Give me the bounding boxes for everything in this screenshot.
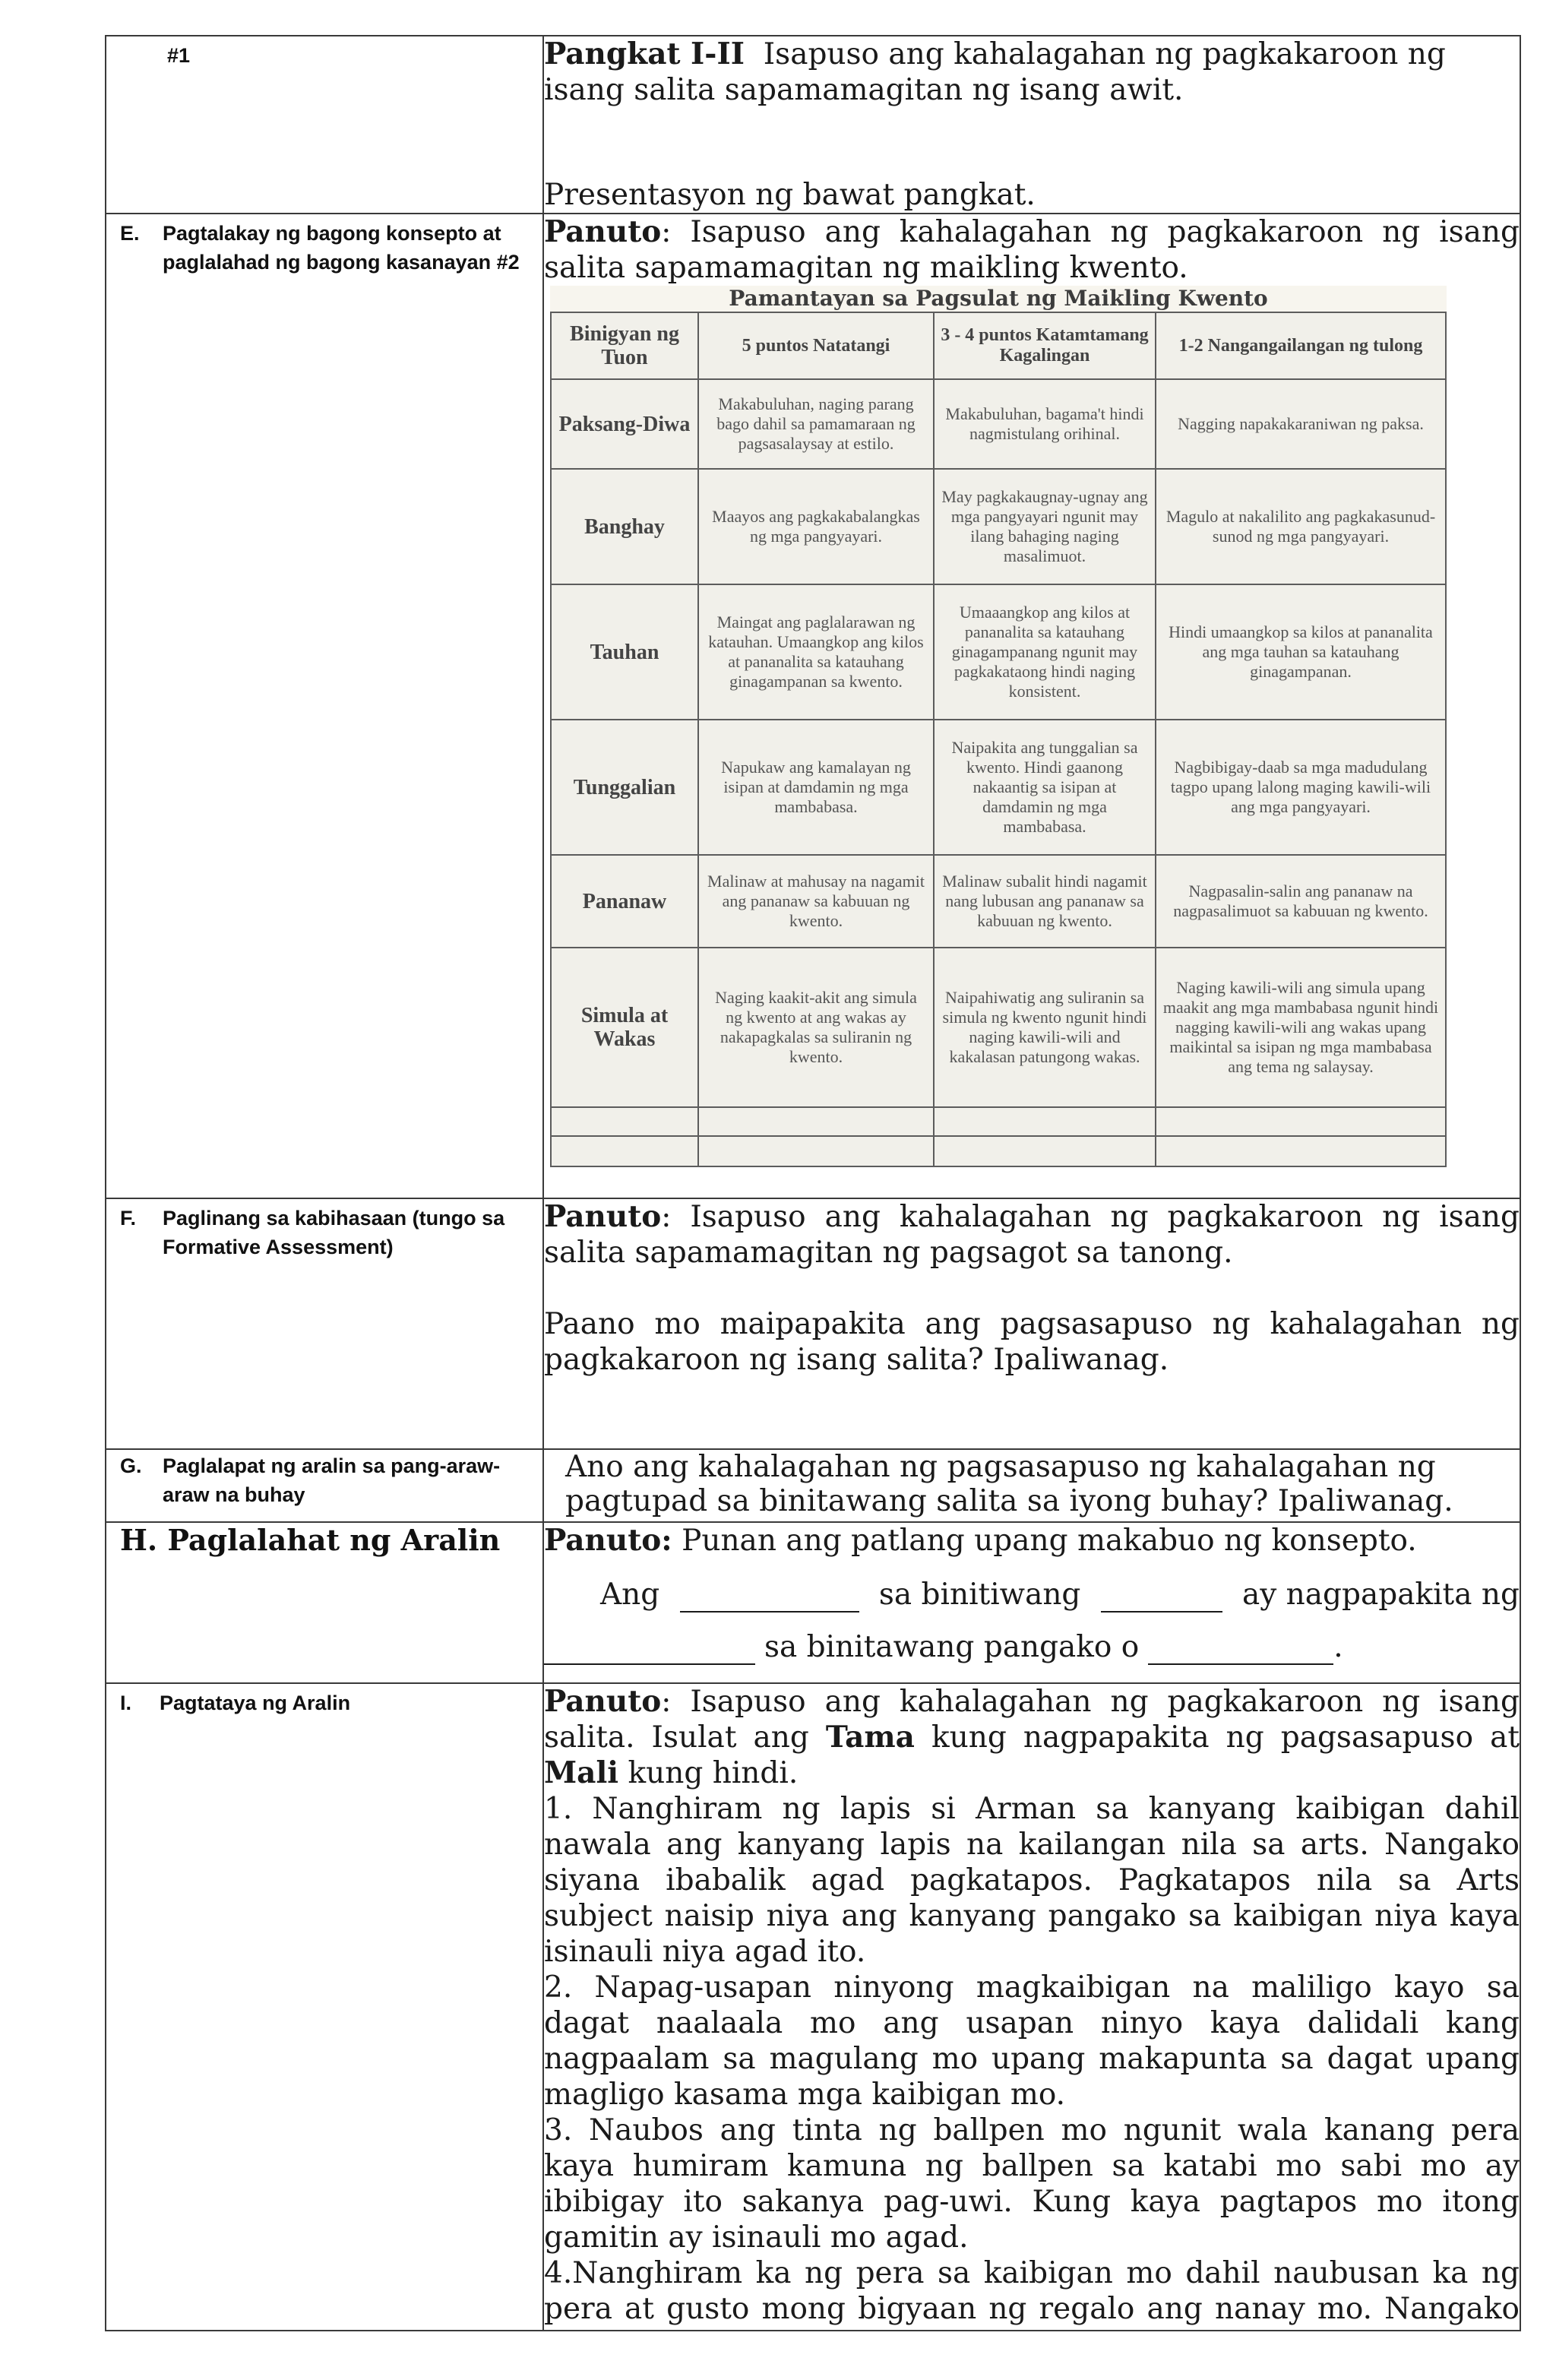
- activity-text: Isapuso ang kahalagahan ng pagkakaroon ng isang salita sapamamagitan ng isang awit.: [544, 37, 1446, 107]
- rubric-header: Binigyan ng Tuon: [551, 312, 698, 379]
- content-cell: [543, 36, 1520, 214]
- row-label: Paglalapat ng aralin sa pang-araw-araw na buhay: [163, 1454, 501, 1506]
- rubric-cell: Napukaw ang kamalayan ng isipan at damdamin ng mga mambabasa.: [698, 720, 934, 855]
- row-letter: I.: [120, 1692, 132, 1714]
- rubric-cell: Makabuluhan, bagama't hindi nagmistulang orihinal.: [934, 379, 1156, 469]
- panuto-label: Panuto: [544, 214, 662, 249]
- row-g: [106, 1449, 1520, 1522]
- label-cell: [106, 1198, 543, 1449]
- instruction-text: : Isapuso ang kahalagahan ng pagkakaroon ng isang salita sapamamagitan ng pagsagot sa tanong.: [544, 1200, 1520, 1270]
- content-cell: [543, 1449, 1520, 1522]
- rubric-row: [551, 855, 1446, 948]
- instruction-text: kung nagpapakita ng pagsasapuso at: [914, 1720, 1520, 1755]
- rubric-table: [550, 312, 1447, 1167]
- row-h: [106, 1522, 1520, 1683]
- rubric-cell: Hindi umaangkop sa kilos at pananalita ang mga tauhan sa katauhang ginagampanan.: [1156, 584, 1446, 720]
- content-cell: [543, 1683, 1520, 2331]
- blank-field[interactable]: [1148, 1636, 1333, 1665]
- row-letter: F.: [120, 1207, 137, 1230]
- instruction-text: : Isapuso ang kahalagahan ng pagkakaroon ng isang salita. Isulat ang: [544, 1685, 1520, 1755]
- row-f: [106, 1198, 1520, 1449]
- content-cell: [543, 1522, 1520, 1683]
- assessment-instructions: [544, 1684, 1520, 1791]
- rubric-cell: Malinaw at mahusay na nagamit ang pananaw sa kabuuan ng kwento.: [698, 855, 934, 948]
- group-title: Pangkat I-II: [544, 36, 745, 71]
- rubric-empty-row: [551, 1107, 1446, 1136]
- rubric-cell: May pagkakaugnay-ugnay ang mga pangyayari ngunit may ilang bahaging naging masalimuot.: [934, 469, 1156, 584]
- rubric-criterion: Tunggalian: [551, 720, 698, 855]
- rubric-empty-row: [551, 1136, 1446, 1166]
- row-label: H. Paglalahat ng Aralin: [120, 1523, 501, 1557]
- mali-label: Mali: [544, 1755, 619, 1790]
- rubric-cell: Naging kawili-wili ang simula upang maakit ang mga mambabasa ngunit hindi nagging kawili-wili ang wakas upang maikintal sa isipan ng mga mambabasa ang tema ng salaysay.: [1156, 948, 1446, 1107]
- row-label: Pagtataya ng Aralin: [160, 1692, 351, 1714]
- rubric-criterion: Simula at Wakas: [551, 948, 698, 1107]
- row-i: [106, 1683, 1520, 2331]
- row-letter: G.: [120, 1454, 142, 1477]
- lesson-plan-table: [105, 35, 1521, 2331]
- row-label: Paglinang sa kabihasaan (tungo sa Formative Assessment): [163, 1207, 505, 1258]
- row-e: [106, 214, 1520, 1198]
- label-cell: [106, 1522, 543, 1683]
- rubric-cell: Naipahiwatig ang suliranin sa simula ng kwento ngunit hindi naging kawili-wili and kakalasan patungong wakas.: [934, 948, 1156, 1107]
- rubric-row: [551, 948, 1446, 1107]
- rubric-cell: Magulo at nakalilito ang pagkakasunud-sunod ng mga pangyayari.: [1156, 469, 1446, 584]
- rubric-cell: Maayos ang pagkakabalangkas ng mga pangyayari.: [698, 469, 934, 584]
- fill-in-line-1: [544, 1577, 1520, 1613]
- blank-field[interactable]: [544, 1636, 755, 1665]
- assessment-item: 1. Nanghiram ng lapis si Arman sa kanyang kaibigan dahil nawala ang kanyang lapis na kailangan nila sa arts. Nangako siyana ibabalik agad pagkatapos. Pagkatapos nila sa Arts subject naisip niya ang kanyang pangako sa kaibigan niya kaya isinauli niya agad ito.: [544, 1792, 1520, 1969]
- label-cell: [106, 36, 543, 214]
- blank-field[interactable]: [680, 1584, 859, 1613]
- rubric-cell: Makabuluhan, naging parang bago dahil sa pamamaraan ng pagsasalaysay at estilo.: [698, 379, 934, 469]
- row-pangkat: [106, 36, 1520, 214]
- assessment-item: 4.Nanghiram ka ng pera sa kaibigan mo dahil naubusan ka ng pera at gusto mong bigyaan ng regalo ang nanay mo. Nangako: [544, 2256, 1520, 2326]
- rubric-row: [551, 379, 1446, 469]
- fill-text: sa binitiwang: [878, 1578, 1081, 1612]
- assessment-item: 2. Napag-usapan ninyong magkaibigan na maliligo kayo sa dagat naalaala mo ang usapan ninyo kaya dalidali kang nagpaalam sa magulang mo upang makapunta sa dagat upang magligo kasama mga kaibigan mo.: [544, 1970, 1520, 2112]
- content-cell: [543, 1198, 1520, 1449]
- rubric-criterion: Pananaw: [551, 855, 698, 948]
- question-text: Paano mo maipapakita ang pagsasapuso ng kahalagahan ng pagkakaroon ng isang salita? Ipaliwanag.: [544, 1307, 1520, 1377]
- fill-text: sa binitawang pangako o: [764, 1630, 1140, 1664]
- row-label: Pagtalakay ng bagong konsepto at paglalahad ng bagong kasanayan #2: [163, 222, 520, 274]
- rubric-title: Pamantayan sa Pagsulat ng Maikling Kwento: [550, 286, 1447, 312]
- label-cell: [106, 1683, 543, 2331]
- panuto-label: Panuto: [544, 1684, 662, 1719]
- rubric-criterion: Tauhan: [551, 584, 698, 720]
- rubric-cell: Umaaangkop ang kilos at pananalita sa katauhang ginagampanang ngunit may pagkakataong hindi naging konsistent.: [934, 584, 1156, 720]
- rubric-image: [550, 286, 1447, 1167]
- rubric-row: [551, 469, 1446, 584]
- blank-field[interactable]: [1101, 1584, 1222, 1613]
- fill-text: Ang: [600, 1578, 660, 1612]
- assessment-item: 3. Naubos ang tinta ng ballpen mo ngunit wala kanang pera kaya humiram kamuna ng ballpen sa katabi mo sabi mo ay ibibigay ito sakanya pag-uwi. Kung kaya pagtapos mo itong gamitin ay isinauli mo agad.: [544, 2113, 1520, 2255]
- row-label: #1: [167, 44, 191, 67]
- fill-text: .: [1333, 1630, 1343, 1664]
- label-cell: [106, 214, 543, 1198]
- rubric-cell: Naipakita ang tunggalian sa kwento. Hindi gaanong nakaantig sa isipan at damdamin ng mga mambabasa.: [934, 720, 1156, 855]
- rubric-header: 5 puntos Natatangi: [698, 312, 934, 379]
- rubric-cell: Maingat ang paglalarawan ng katauhan. Umaangkop ang kilos at pananalita sa katauhang ginagampanan sa kwento.: [698, 584, 934, 720]
- rubric-header-row: [551, 312, 1446, 379]
- rubric-cell: Nagging napakakaraniwan ng paksa.: [1156, 379, 1446, 469]
- rubric-cell: Naging kaakit-akit ang simula ng kwento at ang wakas ay nakapagkalas sa suliranin ng kwento.: [698, 948, 934, 1107]
- rubric-cell: Nagbibigay-daab sa mga madudulang tagpo upang lalong maging kawili-wili ang mga pangyayari.: [1156, 720, 1446, 855]
- panuto-label: Panuto:: [544, 1523, 672, 1558]
- rubric-cell: Malinaw subalit hindi nagamit nang lubusan ang pananaw sa kabuuan ng kwento.: [934, 855, 1156, 948]
- instruction-text: Punan ang patlang upang makabuo ng konsepto.: [672, 1524, 1417, 1558]
- rubric-header: 3 - 4 puntos Katamtamang Kagalingan: [934, 312, 1156, 379]
- presentation-text: Presentasyon ng bawat pangkat.: [544, 178, 1036, 212]
- content-cell: [543, 214, 1520, 1198]
- fill-in-line-2: [544, 1629, 1520, 1665]
- rubric-row: [551, 720, 1446, 855]
- fill-text: ay nagpapakita ng: [1242, 1578, 1520, 1612]
- rubric-cell: Nagpasalin-salin ang pananaw na nagpasalimuot sa kabuuan ng kwento.: [1156, 855, 1446, 948]
- instruction-text: : Isapuso ang kahalagahan ng pagkakaroon ng isang salita sapamamagitan ng maikling kwento.: [544, 215, 1520, 285]
- tama-label: Tama: [825, 1720, 915, 1755]
- label-cell: [106, 1449, 543, 1522]
- rubric-row: [551, 584, 1446, 720]
- application-question: Ano ang kahalagahan ng pagsasapuso ng kahalagahan ng pagtupad sa binitawang salita sa iyong buhay? Ipaliwanag.: [565, 1450, 1453, 1518]
- rubric-header: 1-2 Nangangailangan ng tulong: [1156, 312, 1446, 379]
- rubric-criterion: Banghay: [551, 469, 698, 584]
- row-letter: E.: [120, 222, 140, 245]
- instruction-text: kung hindi.: [618, 1756, 799, 1790]
- rubric-criterion: Paksang-Diwa: [551, 379, 698, 469]
- panuto-label: Panuto: [544, 1199, 662, 1234]
